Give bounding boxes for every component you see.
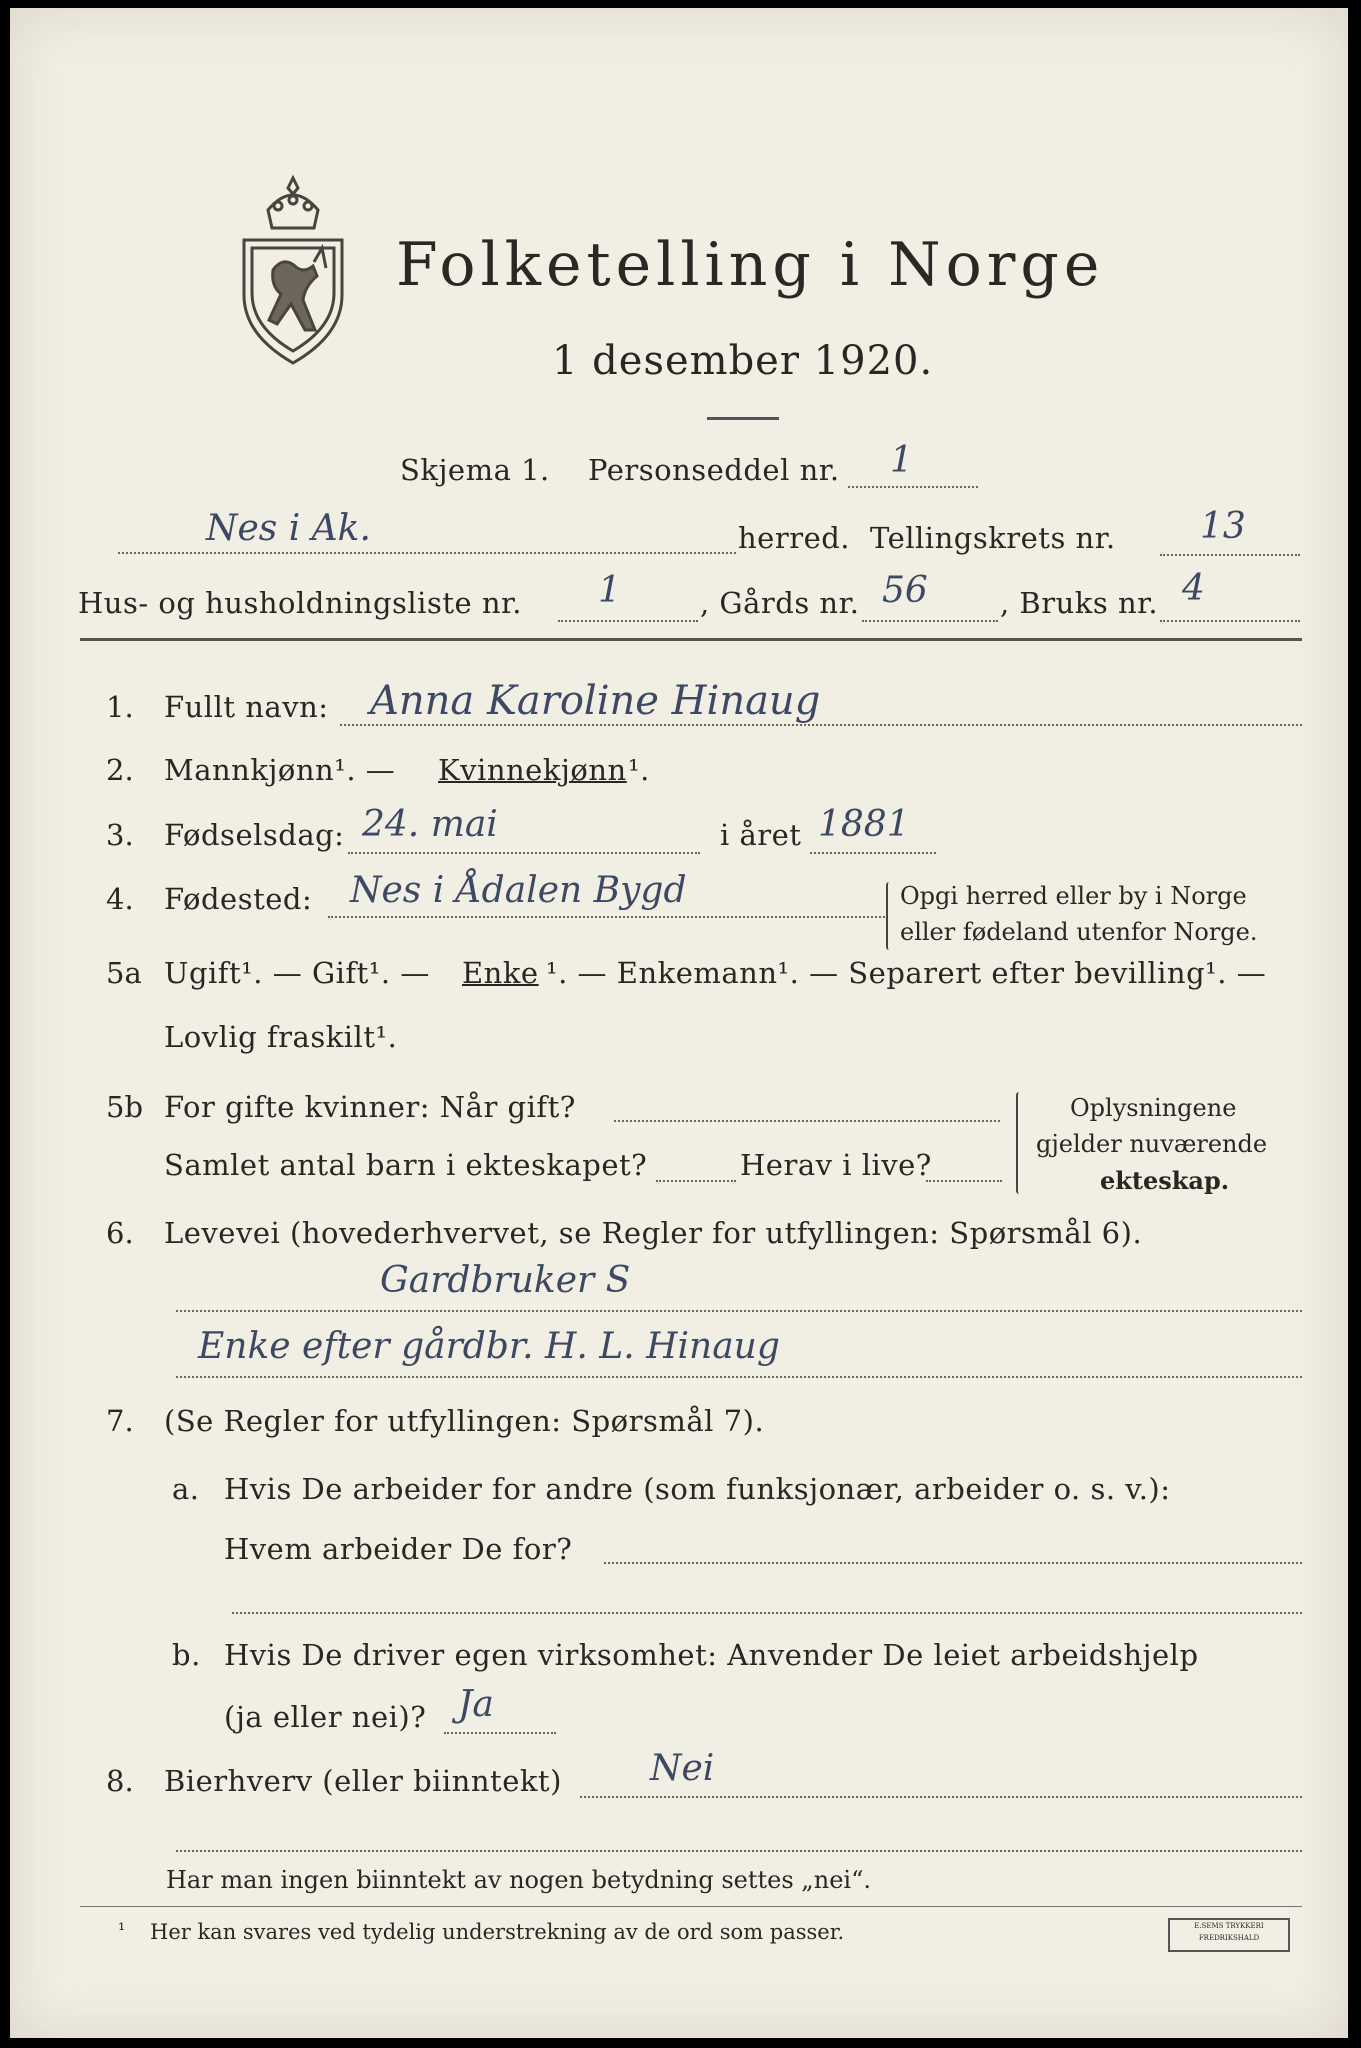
q7a-letter: a. bbox=[172, 1472, 200, 1506]
q8-note: Har man ingen biinntekt av nogen betydning settes „nei“. bbox=[166, 1866, 871, 1894]
tellingskrets-label: Tellingskrets nr. bbox=[870, 521, 1116, 555]
q6-line-1 bbox=[176, 1310, 1302, 1312]
q7b-text-2: (ja eller nei)? bbox=[224, 1700, 427, 1734]
header-separator bbox=[80, 638, 1302, 641]
footnote-text: Her kan svares ved tydelig understrekning av de ord som passer. bbox=[150, 1920, 845, 1944]
printer-stamp-line-1: E.SEMS TRYKKERI bbox=[1194, 1922, 1264, 1930]
q7-number: 7. bbox=[106, 1404, 134, 1438]
footnote-separator bbox=[80, 1906, 1302, 1907]
bruks-value: 4 bbox=[1182, 568, 1205, 609]
footnote-mark: ¹ bbox=[118, 1920, 126, 1941]
census-form bbox=[10, 8, 1348, 2038]
q3-label: Fødselsdag: bbox=[164, 818, 345, 852]
bruks-label: , Bruks nr. bbox=[1000, 586, 1159, 620]
herred-label: herred. bbox=[738, 521, 851, 555]
q5a-text-c: ¹. — Enkemann¹. — Separert efter bevilling¹. — bbox=[546, 956, 1267, 990]
q2-label-tail: ¹. bbox=[628, 753, 650, 787]
q5b-line-2 bbox=[656, 1180, 736, 1182]
q7a-line-2 bbox=[232, 1612, 1302, 1614]
q5b-text-1: For gifte kvinner: Når gift? bbox=[164, 1090, 576, 1124]
q5b-text-2: Samlet antal barn i ekteskapet? bbox=[164, 1148, 648, 1182]
herred-line bbox=[118, 552, 736, 554]
q6-label: Levevei (hovederhvervet, se Regler for utfyllingen: Spørsmål 6). bbox=[164, 1216, 1143, 1250]
q8-label: Bierhverv (eller biinntekt) bbox=[164, 1764, 562, 1798]
q6-value-1: Gardbruker S bbox=[380, 1260, 631, 1301]
hus-label: Hus- og husholdningsliste nr. bbox=[78, 586, 522, 620]
q5b-note-1: Oplysningene bbox=[1070, 1094, 1237, 1122]
personseddel-line bbox=[848, 486, 978, 488]
q5b-note-3: ekteskap. bbox=[1100, 1166, 1230, 1195]
q5b-text-3: Herav i live? bbox=[740, 1148, 932, 1182]
q8-number: 8. bbox=[106, 1764, 134, 1798]
q2-number: 2. bbox=[106, 753, 134, 787]
q5a-text-2: Lovlig fraskilt¹. bbox=[164, 1020, 398, 1054]
q7b-line bbox=[444, 1732, 556, 1734]
q7b-value: Ja bbox=[458, 1684, 494, 1725]
q3-year-line bbox=[810, 852, 936, 854]
q4-value: Nes i Ådalen Bygd bbox=[350, 870, 687, 911]
q7a-text: Hvis De arbeider for andre (som funksjonær, arbeider o. s. v.): bbox=[224, 1472, 1171, 1506]
q5b-brace bbox=[1016, 1092, 1022, 1194]
q4-number: 4. bbox=[106, 882, 134, 916]
q7a-text-2: Hvem arbeider De for? bbox=[224, 1532, 573, 1566]
q5a-text-enke: Enke bbox=[462, 956, 539, 990]
q5b-note-2: gjelder nuværende bbox=[1036, 1130, 1268, 1158]
q1-label: Fullt navn: bbox=[164, 690, 329, 724]
q7-label: (Se Regler for utfyllingen: Spørsmål 7). bbox=[164, 1404, 765, 1438]
q7b-text: Hvis De driver egen virksomhet: Anvender De leiet arbeidshjelp bbox=[224, 1638, 1199, 1672]
q3-year-label: i året bbox=[720, 818, 802, 852]
personseddel-label: Personseddel nr. bbox=[588, 453, 840, 487]
gards-line bbox=[862, 620, 998, 622]
skjema-label: Skjema 1. bbox=[400, 453, 550, 487]
q3-value: 24. mai bbox=[362, 804, 498, 845]
q8-line-2 bbox=[176, 1850, 1302, 1852]
q8-value: Nei bbox=[650, 1748, 715, 1789]
printer-stamp bbox=[1168, 1918, 1290, 1952]
q4-note-1: Opgi herred eller by i Norge bbox=[900, 882, 1247, 910]
q5a-number: 5a bbox=[106, 956, 142, 990]
q1-number: 1. bbox=[106, 690, 134, 724]
form-title: Folketelling i Norge bbox=[396, 230, 1105, 300]
q4-line bbox=[328, 916, 888, 918]
gards-value: 56 bbox=[882, 570, 928, 611]
hus-value: 1 bbox=[598, 570, 621, 611]
printer-stamp-line-2: FREDRIKSHALD bbox=[1198, 1934, 1260, 1942]
q5a-text-a: Ugift¹. — Gift¹. — bbox=[164, 956, 430, 990]
q2-label-kvinne: Kvinnekjønn bbox=[438, 753, 627, 787]
q8-line-1 bbox=[580, 1796, 1302, 1798]
herred-value: Nes i Ak. bbox=[206, 508, 371, 549]
hus-line bbox=[558, 620, 698, 622]
tellingskrets-value: 13 bbox=[1200, 506, 1246, 547]
q3-line bbox=[348, 852, 700, 854]
q4-brace bbox=[886, 882, 892, 950]
q6-line-2 bbox=[176, 1376, 1302, 1378]
q1-line bbox=[340, 724, 1302, 726]
tellingskrets-line bbox=[1160, 554, 1300, 556]
coat-of-arms-icon bbox=[228, 170, 358, 370]
census-date: 1 desember 1920. bbox=[552, 338, 934, 384]
q6-value-2: Enke efter gårdbr. H. L. Hinaug bbox=[198, 1326, 780, 1367]
q3-year-value: 1881 bbox=[818, 804, 910, 845]
q1-value: Anna Karoline Hinaug bbox=[370, 678, 821, 724]
gards-label: , Gårds nr. bbox=[700, 586, 860, 620]
q6-number: 6. bbox=[106, 1216, 134, 1250]
q7a-line-1 bbox=[604, 1562, 1302, 1564]
q2-label-mann: Mannkjønn¹. — bbox=[164, 753, 396, 787]
q4-note-2: eller fødeland utenfor Norge. bbox=[900, 918, 1258, 946]
q4-label: Fødested: bbox=[164, 882, 313, 916]
title-divider bbox=[707, 417, 779, 420]
q5b-number: 5b bbox=[106, 1090, 144, 1124]
q3-number: 3. bbox=[106, 818, 134, 852]
personseddel-value: 1 bbox=[890, 440, 913, 481]
q5b-line-3 bbox=[926, 1180, 1002, 1182]
bruks-line bbox=[1160, 620, 1300, 622]
q5b-line-1 bbox=[614, 1120, 1000, 1122]
q7b-letter: b. bbox=[172, 1638, 201, 1672]
